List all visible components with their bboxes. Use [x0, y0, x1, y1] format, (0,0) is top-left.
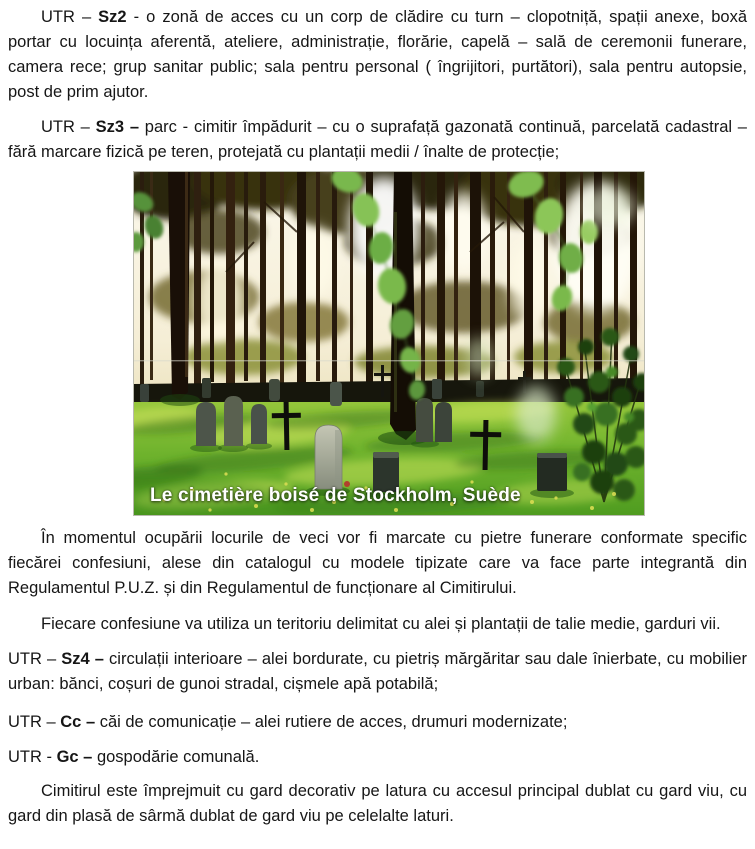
- paragraph-text: circulații interioare – alei bordurate, cu pietriș mărgăritar sau dale înierbate, cu mobilier urban: bănci, coșuri de gunoi stradal, cișmele apă potabilă;: [8, 650, 747, 693]
- zone-code-cc: Cc –: [60, 713, 96, 731]
- paragraph-ocuparea-locurilor: [8, 526, 747, 601]
- paragraph-text: Cimitirul este împrejmuit cu gard decorativ pe latura cu accesul principal dublat cu gard viu, cu gard din plasă de sârmă dublat de gard viu pe celelalte laturi.: [8, 782, 747, 825]
- paragraph-text: UTR –: [8, 713, 61, 731]
- zone-code-gc: Gc –: [56, 748, 93, 766]
- paragraph-utr-sz3: [8, 115, 747, 165]
- paragraph-utr-sz2: [8, 5, 747, 105]
- paragraph-text: Fiecare confesiune va utiliza un teritoriu delimitat cu alei și plantații de talie medie, garduri vii.: [41, 615, 721, 633]
- paragraph-text: parc - cimitir împădurit – cu o suprafață gazonată continuă, parcelată cadastral – fără marcare fizică pe teren, protejată cu plantații medii / înalte de protecție;: [8, 118, 747, 161]
- cemetery-photo-figure: [133, 171, 645, 516]
- zone-code-sz3: Sz3 –: [95, 118, 140, 136]
- paragraph-fiecare-confesiune: [8, 612, 747, 637]
- paragraph-text: UTR –: [41, 8, 99, 26]
- zone-code-sz4: Sz4 –: [61, 650, 104, 668]
- paragraph-text: UTR –: [41, 118, 96, 136]
- photo-caption: Le cimetière boisé de Stockholm, Suède: [150, 485, 521, 506]
- paragraph-text: gospodărie comunală.: [92, 748, 260, 766]
- paragraph-utr-cc: [8, 710, 747, 735]
- cemetery-photo: [134, 172, 644, 515]
- paragraph-text: UTR -: [8, 748, 57, 766]
- paragraph-text: - o zonă de acces cu un corp de clădire cu turn – clopotniță, spații anexe, boxă portar cu locuința aferentă, ateliere, administrație, florărie, capelă – sală de ceremonii funerare, camera rece; grup sanitar public; sala pentru personal ( îngrijitori, purtători), sala pentru autopsie, post de prim ajutor.: [8, 8, 747, 101]
- paragraph-utr-gc: [8, 745, 747, 770]
- paragraph-imprejmuire: [8, 779, 747, 829]
- paragraph-text: căi de comunicație – alei rutiere de acces, drumuri modernizate;: [95, 713, 568, 731]
- paragraph-utr-sz4: [8, 647, 747, 697]
- zone-code-sz2: Sz2: [98, 8, 127, 26]
- paragraph-text: În momentul ocupării locurile de veci vor fi marcate cu pietre funerare conformate specific fiecărei confesiuni, alese din catalogul cu modele tipizate care va face parte integrantă din Regulamentul P.U.Z. și din Regulamentul de funcționare al Cimitirului.: [8, 529, 747, 597]
- paragraph-text: UTR –: [8, 650, 62, 668]
